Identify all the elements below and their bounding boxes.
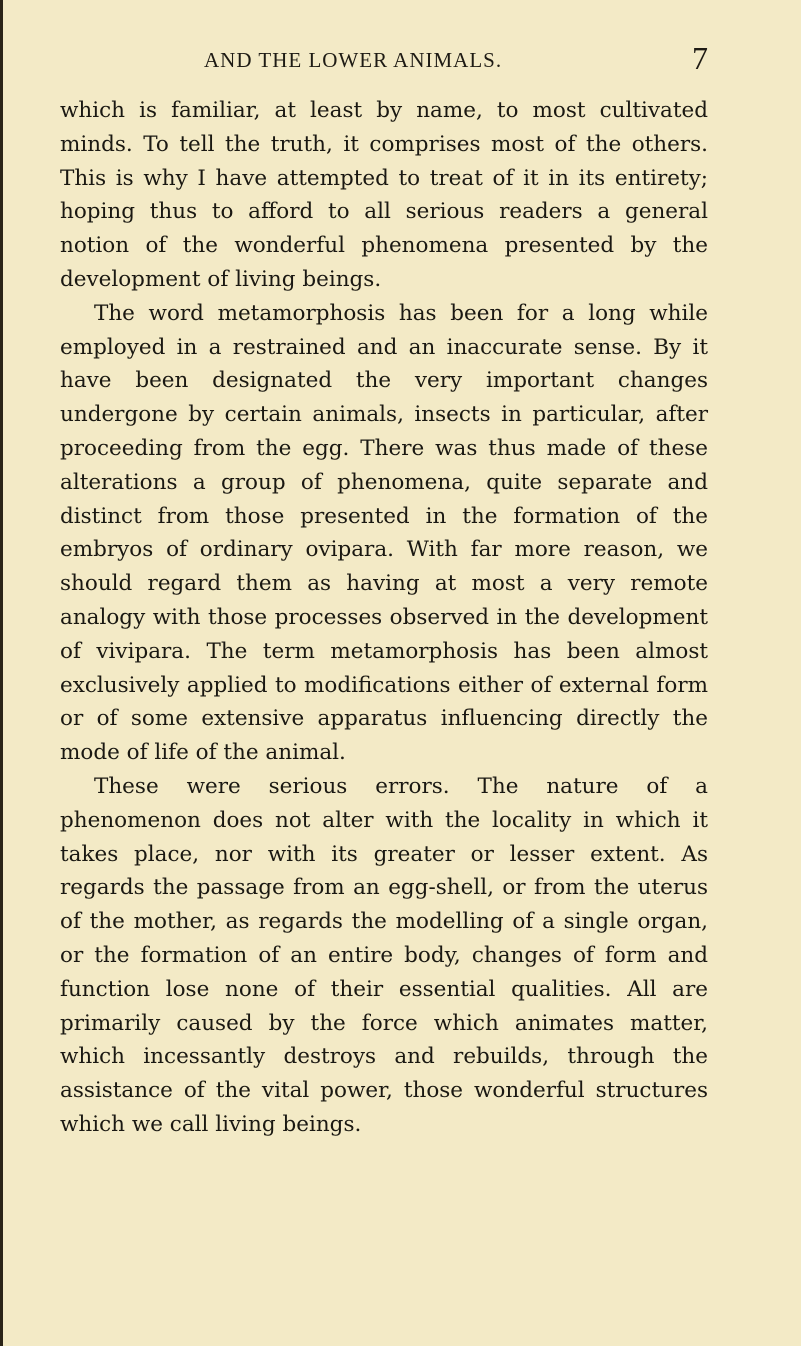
page-number: 7 xyxy=(692,40,708,76)
paragraph-1: which is familiar, at least by name, to most cultivated minds. To tell the truth, it comprises most of the others. This is why I have attempted to treat of it in its entirety; hoping thus to afford to all serious readers a general notion of the wonderful phenomena presented by the development of living beings. xyxy=(60,98,708,292)
page-header xyxy=(60,40,708,84)
paragraph-3: These were serious errors. The nature of a phenomenon does not alter with the locality in which it takes place, nor with its greater or lesser extent. As regards the passage from an egg-shell, or from the uterus of the mother, as regards the modelling of a single organ, or the formation of an entire body, changes of form and function lose none of their essential qualities. All are primarily caused by the force which animates matter, which incessantly destroys and rebuilds, through the assistance of the vital power, those wonderful structures which we call living beings. xyxy=(60,773,708,1137)
paragraph-2: The word metamorphosis has been for a long while employed in a restrained and an inaccurate sense. By it have been designated the very important changes undergone by certain animals, insects in particular, after proceeding from the egg. There was thus made of these alterations a group of phenomena, quite separate and distinct from those presented in the formation of the embryos of ordinary ovipara. With far more reason, we should regard them as having at most a very remote analogy with those processes observed in the development of vivipara. The term metamorphosis has been almost exclusively applied to modifications either of external form or of some extensive apparatus influencing directly the mode of life of the animal. xyxy=(60,300,708,766)
running-head: AND THE LOWER ANIMALS. xyxy=(204,48,503,72)
page-edge xyxy=(0,0,3,1346)
body-text xyxy=(60,94,708,1142)
